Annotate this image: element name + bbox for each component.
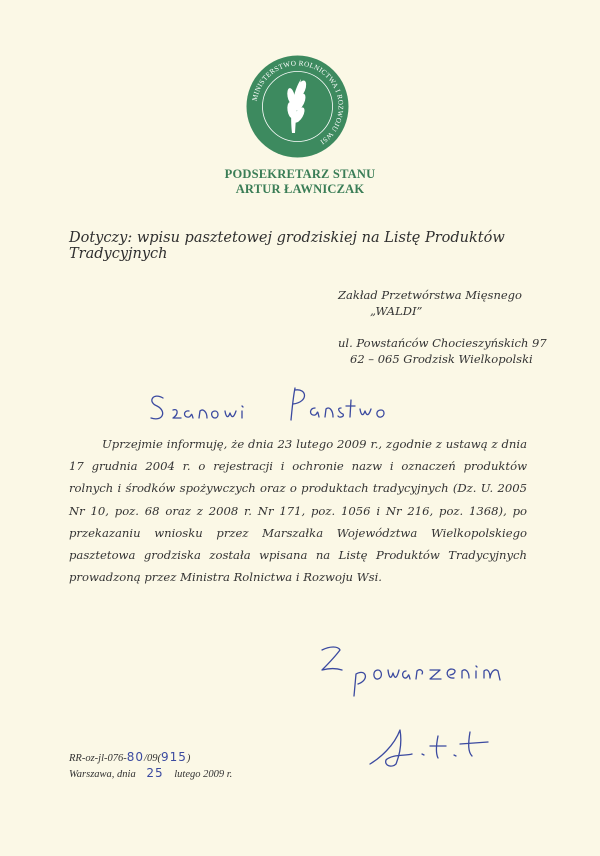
header-name: ARTUR ŁAWNICZAK (235, 182, 365, 196)
reference-number (69, 750, 232, 766)
recipient-line-1: Zakład Przetwórstwa Mięsnego (338, 288, 522, 302)
reference-block (69, 750, 232, 782)
signature (366, 724, 496, 774)
recipient-line-2: „WALDI” (370, 304, 423, 318)
date-prefix: Warszawa, dnia (69, 769, 136, 780)
reference-date (69, 766, 232, 782)
handwritten-closing (318, 640, 518, 700)
recipient-line-3: ul. Powstańców Chocieszyńskich 97 (338, 336, 547, 350)
recipient-line-4: 62 – 065 Grodzisk Wielkopolski (350, 352, 533, 366)
reference-middle: /09( (144, 753, 161, 764)
seal-text: MINISTERSTWO ROLNICTWA I ROZWOJU WSI (250, 59, 345, 146)
subject-line: Dotyczy: wpisu pasztetowej grodziskiej na Listę Produktów Tradycyjnych (69, 230, 505, 262)
date-day-handwritten: 25 (146, 766, 164, 780)
letter-body: Uprzejmie informuję, że dnia 23 lutego 2009 r., zgodnie z ustawą z dnia 17 grudnia 2004 r. o rejestracji i ochronie nazw i oznaczeń produktów rolnych i środków spożywczych oraz o produktach tradycyjnych (Dz. U. 2005 Nr 10, poz. 68 oraz z 2008 r. Nr 171, poz. 1056 i Nr 216, poz. 1368), po przekazaniu wniosku przez Marszałka Województwa Wielkopolskiego pasztetowa grodziska została wpisana na Listę Produktów Tradycyjnych prowadzoną przez Ministra Rolnictwa i Rozwoju Wsi. (69, 437, 527, 585)
reference-number2-handwritten: 915 (160, 750, 187, 764)
date-suffix: lutego 2009 r. (174, 769, 233, 780)
reference-prefix: RR-oz-jl-076- (69, 753, 127, 764)
header-position: PODSEKRETARZ STANU (224, 167, 376, 181)
reference-number-handwritten: 80 (126, 750, 145, 764)
handwritten-salutation (145, 384, 405, 434)
reference-suffix: ) (186, 753, 191, 764)
ministry-seal-logo (246, 55, 349, 158)
